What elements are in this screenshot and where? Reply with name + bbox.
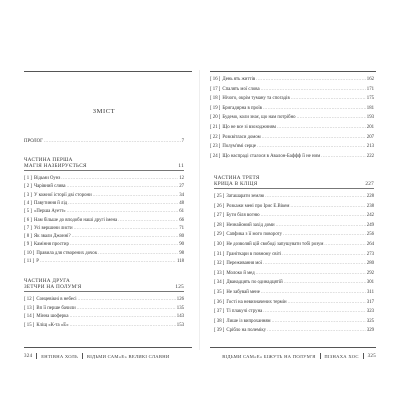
toc-entry[interactable] xyxy=(24,296,184,303)
chapter-title: Не забувай мене xyxy=(226,290,260,295)
chapter-number: [ 21 ] xyxy=(210,125,221,130)
chapter-number: [ 12 ] xyxy=(24,297,35,302)
toc-entry[interactable] xyxy=(24,175,184,182)
leader-dots xyxy=(288,299,366,306)
leader-dots xyxy=(78,296,176,303)
toc-entry[interactable] xyxy=(214,270,374,277)
leader-dots xyxy=(256,76,366,83)
top-rule xyxy=(24,71,192,72)
chapter-number: [ 2 ] xyxy=(24,184,32,190)
toc-entry[interactable] xyxy=(24,250,184,257)
leader-dots xyxy=(256,270,366,277)
chapter-number: [ 22 ] xyxy=(210,134,221,140)
leader-dots xyxy=(321,153,366,160)
leader-dots xyxy=(98,250,178,257)
chapter-title: Срібло на полеміку xyxy=(226,328,266,334)
leader-dots xyxy=(261,289,366,296)
chapter-page: 292 xyxy=(366,270,374,276)
chapter-number: [ 30 ] xyxy=(214,242,225,247)
right-footer-author: ПІЗНАХА ХОС xyxy=(324,353,359,359)
toc-entry[interactable] xyxy=(214,203,374,210)
chapter-number: [ 23 ] xyxy=(210,144,221,150)
chapter-title: Нам більше до вподоби наші другі імена xyxy=(34,217,118,223)
chapter-number: [ 3 ] xyxy=(24,192,32,198)
chapter-title: Ті плакучі струна xyxy=(226,309,263,315)
chapter-page: 329 xyxy=(366,328,374,334)
chapter-page: 162 xyxy=(366,77,374,82)
chapter-page: 90 xyxy=(179,242,184,248)
chapter-number: [ 16 ] xyxy=(210,77,221,82)
chapter-number: [ 39 ] xyxy=(214,328,225,334)
chapter-number: [ 7 ] xyxy=(24,225,32,231)
bottom-rule xyxy=(24,347,192,348)
chapter-page: 242 xyxy=(366,213,374,219)
chapter-page: 143 xyxy=(176,314,184,319)
chapter-number: [ 6 ] xyxy=(24,217,32,223)
chapter-number: [ 29 ] xyxy=(214,232,225,238)
chapter-title: Сапфика з її мого повороту xyxy=(226,232,283,238)
chapter-title: Будемо, коли знає, що нам потрібно xyxy=(222,115,296,121)
top-rule xyxy=(210,71,376,72)
chapter-page: 228 xyxy=(366,194,374,199)
toc-entry[interactable] xyxy=(214,241,374,248)
leader-dots xyxy=(263,105,366,112)
toc-entry[interactable] xyxy=(24,258,184,265)
part1-rule xyxy=(24,170,184,171)
chapter-page: 12 xyxy=(179,176,184,181)
leader-dots xyxy=(263,260,366,267)
chapter-title: Переживання мої xyxy=(226,261,263,267)
chapter-page: 118 xyxy=(176,259,184,264)
toc-prologue[interactable] xyxy=(24,138,184,145)
chapter-number: [ 24 ] xyxy=(210,153,221,159)
chapter-number: [ 11 ] xyxy=(24,259,35,264)
chapter-page: 317 xyxy=(366,299,374,305)
chapter-number: [ 32 ] xyxy=(214,261,225,267)
part3-label: ЧАСТИНА ТРЕТЯ xyxy=(214,175,260,181)
chapter-title: Розкажи мені про Ірис Е.Вікем xyxy=(226,203,290,209)
chapter-page: 71 xyxy=(179,225,184,231)
chapter-page: 256 xyxy=(366,232,374,238)
prologue-page: 7 xyxy=(181,139,184,144)
part1-subtitle-row xyxy=(24,164,184,170)
toc-entry[interactable] xyxy=(214,260,374,267)
chapter-page: 213 xyxy=(366,144,374,150)
part3-subtitle: КРИЦА В КЛІЦЯ xyxy=(214,180,258,187)
chapter-page: 323 xyxy=(366,309,374,315)
toc-entry[interactable] xyxy=(210,105,374,112)
chapter-page: 34 xyxy=(179,192,184,198)
leader-dots xyxy=(261,212,366,219)
chapter-page: 135 xyxy=(176,305,184,311)
chapter-number: [ 28 ] xyxy=(214,222,225,228)
chapter-number: [ 27 ] xyxy=(214,213,225,219)
chapter-title: Гості на невизначених термін xyxy=(226,299,287,305)
chapter-page: 175 xyxy=(366,96,374,102)
chapter-page: 249 xyxy=(366,222,374,228)
chapter-page: 201 xyxy=(366,125,374,130)
chapter-number: [ 19 ] xyxy=(210,105,221,111)
chapter-title: Як звали Джонні? xyxy=(34,234,71,240)
toc-entry[interactable] xyxy=(24,208,184,215)
chapter-number: [ 15 ] xyxy=(24,322,35,328)
chapter-page: 238 xyxy=(366,203,374,209)
chapter-number: [ 1 ] xyxy=(24,176,32,181)
leader-dots xyxy=(283,231,366,238)
chapter-number: [ 35 ] xyxy=(214,290,225,295)
leader-dots xyxy=(257,143,366,150)
chapter-page: 280 xyxy=(366,261,374,267)
toc-entry[interactable] xyxy=(24,241,184,248)
toc-entry[interactable] xyxy=(214,212,374,219)
footer-separator xyxy=(320,353,321,359)
chapter-title: Що наспраді сталося в Авалон-Баффф її не ним xyxy=(222,153,321,159)
chapter-title: Вп її перше бачили xyxy=(36,305,76,311)
leader-dots xyxy=(40,258,176,265)
part3-page: 227 xyxy=(365,180,374,187)
chapter-number: [ 13 ] xyxy=(24,305,35,311)
toc-entry[interactable] xyxy=(24,305,184,312)
chapter-number: [ 37 ] xyxy=(214,309,225,315)
toc-entry[interactable] xyxy=(24,200,184,207)
chapter-number: [ 33 ] xyxy=(214,270,225,276)
bottom-rule xyxy=(210,347,376,348)
chapter-page: 264 xyxy=(366,242,374,247)
chapter-title: Усі вершини листи xyxy=(34,225,73,231)
chapter-number: [ 8 ] xyxy=(24,234,32,240)
leader-dots xyxy=(88,164,178,170)
chapter-number: [ 26 ] xyxy=(214,203,225,209)
leader-dots xyxy=(263,308,366,315)
part2-rule xyxy=(24,291,184,292)
toc-entry[interactable] xyxy=(210,124,374,131)
chapter-number: [ 38 ] xyxy=(214,318,225,324)
toc-entry[interactable] xyxy=(210,76,374,83)
part2-subtitle-row xyxy=(24,285,184,291)
toc-entry[interactable] xyxy=(214,327,374,334)
leader-dots xyxy=(67,208,179,215)
left-footer-title: ВІДЬМИ САМ«Е» ВЕЛИКІ СЛАВНИ xyxy=(86,353,170,359)
leader-dots xyxy=(267,327,366,334)
part2-subtitle: ЗЕТЧРИ НА ПОЛУМ'Я xyxy=(24,283,82,290)
chapter-number: [ 9 ] xyxy=(24,242,32,248)
right-page xyxy=(200,0,400,400)
left-footer xyxy=(24,353,170,359)
toc-entry[interactable] xyxy=(214,299,374,306)
toc-entry[interactable] xyxy=(214,251,374,258)
chapter-title: Нічого, окрім туману та спогадів xyxy=(222,96,290,102)
chapter-title: Полум'ямі серце xyxy=(222,144,257,150)
chapter-page: 222 xyxy=(366,153,374,159)
toc-entry[interactable] xyxy=(24,192,184,199)
chapter-page: 153 xyxy=(176,322,184,328)
chapter-page: 27 xyxy=(179,184,184,190)
toc-entry[interactable] xyxy=(210,153,374,160)
chapter-number: [ 4 ] xyxy=(24,200,32,206)
toc-entry[interactable] xyxy=(210,86,374,93)
leader-dots xyxy=(118,217,178,224)
leader-dots xyxy=(44,138,181,145)
leader-dots xyxy=(70,241,178,248)
part3-rule xyxy=(214,188,374,189)
leader-dots xyxy=(277,124,366,131)
chapter-title: Відьми Оунз xyxy=(34,176,61,181)
toc-entry[interactable] xyxy=(214,308,374,315)
toc-entry[interactable] xyxy=(214,222,374,229)
chapter-number: [ 20 ] xyxy=(210,115,221,121)
toc-entry[interactable] xyxy=(24,313,184,320)
toc-entry[interactable] xyxy=(24,183,184,190)
chapter-page: 207 xyxy=(366,134,374,140)
chapter-title: Павутиння й лід xyxy=(34,200,68,206)
part2-label: ЧАСТИНА ДРУГА xyxy=(24,278,71,284)
leader-dots xyxy=(282,251,366,258)
chapter-title: День ять життів xyxy=(222,77,256,82)
toc-entry[interactable] xyxy=(24,233,184,240)
chapter-title: Сонцевікні в небесі xyxy=(36,297,77,302)
chapter-title: Р xyxy=(36,259,39,264)
chapter-title: Мінна шоферка xyxy=(36,314,69,319)
leader-dots xyxy=(291,95,366,102)
left-footer-author: ЕНТІВНА ХОЛЬ xyxy=(41,353,79,359)
chapter-page: 181 xyxy=(366,105,374,111)
chapter-title: Заташарати землю xyxy=(226,194,265,199)
part3-heading[interactable] xyxy=(214,176,374,188)
leader-dots xyxy=(258,182,364,188)
chapter-page: 301 xyxy=(366,280,374,286)
chapter-title: Бути біля вогню xyxy=(226,213,260,219)
toc-entry[interactable] xyxy=(214,289,374,296)
chapter-number: [ 25 ] xyxy=(214,194,225,199)
footer-separator xyxy=(363,353,364,359)
toc-entry[interactable] xyxy=(24,225,184,232)
leader-dots xyxy=(290,203,365,210)
leader-dots xyxy=(262,134,366,141)
chapter-title: Незнайомий захід доми xyxy=(226,222,275,228)
leader-dots xyxy=(61,175,178,182)
chapter-number: [ 18 ] xyxy=(210,96,221,102)
chapter-page: 193 xyxy=(366,115,374,121)
chapter-title: У кожної історії дві сторони xyxy=(34,192,92,198)
part1-heading[interactable] xyxy=(24,158,184,170)
leader-dots xyxy=(324,241,365,248)
leader-dots xyxy=(265,193,366,200)
toc-entry[interactable] xyxy=(210,134,374,141)
chapter-title: Розквітласи домом xyxy=(222,134,261,140)
leader-dots xyxy=(261,86,366,93)
leader-dots xyxy=(272,318,366,325)
right-footer-title: ВІДЬМИ САМ«Е» БІЖУТЬ НА ПОЛУМ'Я xyxy=(222,353,316,359)
chapter-page: 171 xyxy=(366,86,374,92)
chapter-number: [ 34 ] xyxy=(214,280,225,286)
leader-dots xyxy=(74,225,179,232)
toc-entry[interactable] xyxy=(24,322,184,329)
chapter-title: Кліщ «К-та «Е» xyxy=(36,322,69,328)
leader-dots xyxy=(70,322,176,329)
toc-entry[interactable] xyxy=(214,231,374,238)
part1-label: ЧАСТИНА ПЕРША xyxy=(24,157,73,163)
part2-page: 125 xyxy=(175,283,184,290)
leader-dots xyxy=(70,313,176,320)
chapter-number: [ 10 ] xyxy=(24,250,35,256)
chapter-page: 80 xyxy=(179,234,184,240)
chapter-title: Молоко й мед xyxy=(226,270,255,276)
leader-dots xyxy=(68,200,178,207)
leader-dots xyxy=(284,279,366,286)
part2-heading[interactable] xyxy=(24,279,184,291)
right-footer xyxy=(222,353,376,359)
toc-entry[interactable] xyxy=(214,193,374,200)
leader-dots xyxy=(93,192,179,199)
chapter-title: Дванадцять по одинадцятій xyxy=(226,280,283,286)
chapter-title: Правила для створених дочок xyxy=(36,250,98,256)
chapter-title: Що не все зі взоходжнням xyxy=(222,125,276,130)
leader-dots xyxy=(67,183,179,190)
leader-dots xyxy=(77,305,176,312)
chapter-page: 66 xyxy=(179,217,184,223)
part1-subtitle: МАГІЯ НАЗБИРУЄТЬСЯ xyxy=(24,162,87,169)
chapter-page: 61 xyxy=(179,209,184,215)
chapter-title: Граніткари в повному світі xyxy=(226,251,282,257)
right-footer-page: 325 xyxy=(367,353,376,359)
chapter-title: Чарівний слива xyxy=(34,184,66,190)
chapter-title: Каміння простир xyxy=(34,242,69,248)
toc-entry[interactable] xyxy=(210,114,374,121)
toc-entry[interactable] xyxy=(214,318,374,325)
chapter-title: «Перша Ауетт» xyxy=(34,209,66,215)
chapter-page: 311 xyxy=(366,290,374,295)
leader-dots xyxy=(72,233,179,240)
toc-entry[interactable] xyxy=(214,279,374,286)
chapter-page: 325 xyxy=(366,318,374,324)
part3-subtitle-row xyxy=(214,182,374,188)
part1-page: 11 xyxy=(178,162,184,169)
chapter-number: [ 36 ] xyxy=(214,299,225,305)
leader-dots xyxy=(83,285,175,291)
leader-dots xyxy=(297,114,366,121)
chapter-title: Спалять мої слова xyxy=(222,86,260,92)
chapter-page: 48 xyxy=(179,200,184,206)
toc-entry[interactable] xyxy=(24,217,184,224)
footer-separator xyxy=(36,353,37,359)
chapter-title: Не дозволяй цій свободі запушувати тобі розум xyxy=(226,242,324,247)
left-footer-page: 324 xyxy=(24,353,33,359)
footer-separator xyxy=(82,353,83,359)
chapter-number: [ 31 ] xyxy=(214,251,225,257)
chapter-title: Бригадирна в проїв xyxy=(222,105,262,111)
toc-title: ЗМІСТ xyxy=(92,108,116,115)
toc-entry[interactable] xyxy=(210,143,374,150)
leader-dots xyxy=(276,222,366,229)
prologue-title: ПРОЛОГ xyxy=(24,139,43,144)
chapter-number: [ 14 ] xyxy=(24,314,35,319)
chapter-page: 126 xyxy=(176,297,184,302)
chapter-page: 273 xyxy=(366,251,374,257)
chapter-number: [ 5 ] xyxy=(24,209,32,215)
chapter-title: Лише із випроханням xyxy=(226,318,271,324)
chapter-page: 98 xyxy=(179,250,184,256)
toc-entry[interactable] xyxy=(210,95,374,102)
chapter-number: [ 17 ] xyxy=(210,86,221,92)
